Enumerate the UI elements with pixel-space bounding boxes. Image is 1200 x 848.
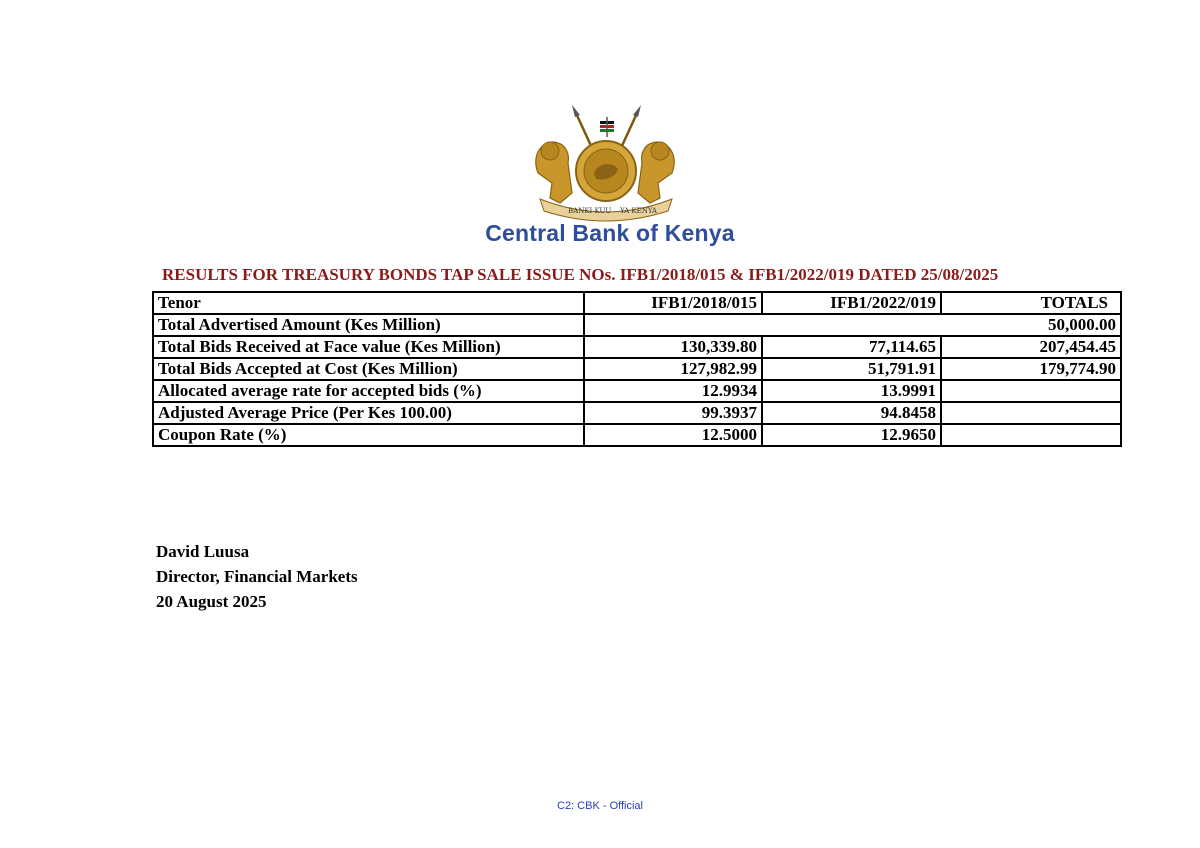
row-ifb2018: 12.5000 xyxy=(584,424,762,446)
row-total xyxy=(941,380,1121,402)
table-row xyxy=(153,380,1121,402)
row-ifb2022: 94.8458 xyxy=(762,402,941,424)
table-row xyxy=(153,402,1121,424)
row-label: Coupon Rate (%) xyxy=(153,424,584,446)
table-row xyxy=(153,336,1121,358)
row-total: 207,454.45 xyxy=(941,336,1121,358)
row-ifb2018: 127,982.99 xyxy=(584,358,762,380)
seal-text-right: YA KENYA xyxy=(620,207,657,215)
row-label: Total Advertised Amount (Kes Million) xyxy=(153,314,584,336)
table-header-row xyxy=(153,292,1121,314)
classification-label: C2: CBK - Official xyxy=(557,800,643,812)
document-title: RESULTS FOR TREASURY BONDS TAP SALE ISSUE NOs. IFB1/2018/015 & IFB1/2022/019 DATED 25/08/2025 xyxy=(162,265,999,284)
row-total xyxy=(941,424,1121,446)
header-ifb2022: IFB1/2022/019 xyxy=(762,292,941,314)
signatory-name: David Luusa xyxy=(156,542,250,561)
row-ifb2018: 99.3937 xyxy=(584,402,762,424)
table-row xyxy=(153,314,1121,336)
row-ifb2018: 12.9934 xyxy=(584,380,762,402)
header-totals: TOTALS xyxy=(941,292,1121,314)
row-total: 50,000.00 xyxy=(584,314,1121,336)
row-ifb2018: 130,339.80 xyxy=(584,336,762,358)
header-ifb2018: IFB1/2018/015 xyxy=(584,292,762,314)
table-row xyxy=(153,358,1121,380)
signature-date: 20 August 2025 xyxy=(156,592,267,611)
row-ifb2022: 12.9650 xyxy=(762,424,941,446)
cbk-coat-of-arms-logo xyxy=(520,103,690,225)
row-ifb2022: 13.9991 xyxy=(762,380,941,402)
results-table xyxy=(152,291,1122,447)
header-tenor: Tenor xyxy=(153,292,584,314)
table-row xyxy=(153,424,1121,446)
row-label: Total Bids Received at Face value (Kes Million) xyxy=(153,336,584,358)
seal-text-left: BANKI KUU xyxy=(568,207,612,215)
organization-name: Central Bank of Kenya xyxy=(485,220,735,246)
row-ifb2022: 51,791.91 xyxy=(762,358,941,380)
row-ifb2022: 77,114.65 xyxy=(762,336,941,358)
signature-block xyxy=(156,539,358,614)
signatory-position: Director, Financial Markets xyxy=(156,567,358,586)
row-label: Total Bids Accepted at Cost (Kes Million) xyxy=(153,358,584,380)
row-total: 179,774.90 xyxy=(941,358,1121,380)
row-total xyxy=(941,402,1121,424)
row-label: Adjusted Average Price (Per Kes 100.00) xyxy=(153,402,584,424)
row-label: Allocated average rate for accepted bids (%) xyxy=(153,380,584,402)
